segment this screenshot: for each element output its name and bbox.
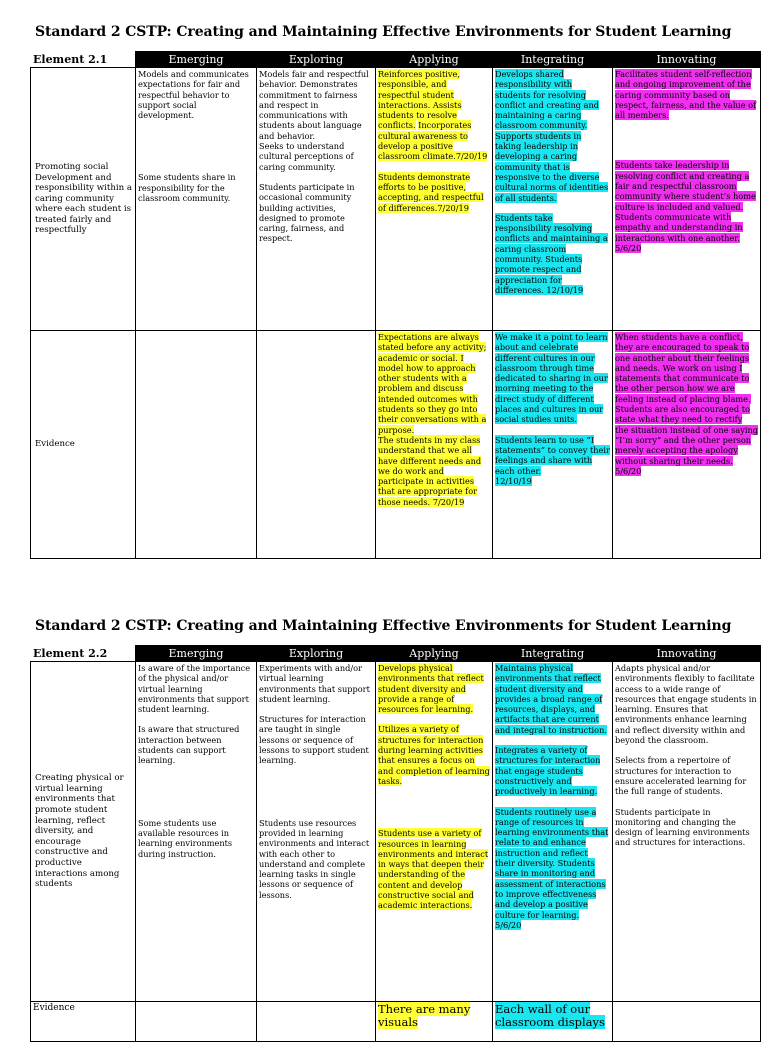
s2-innovating-students: Students participate in monitoring and changing the design of learning environments and structures for interactions. — [615, 806, 750, 848]
section1-title: Standard 2 CSTP: Creating and Maintaining Effective Environments for Student Learning — [35, 24, 732, 40]
s1-applying-text-2: Incorporates cultural awareness to develop a positive classroom climate.7/20/19 — [378, 120, 488, 162]
col-innovating: Innovating — [613, 52, 761, 68]
evidence-label-text-2: Evidence — [33, 1003, 75, 1013]
s2-integrating-cell — [493, 662, 613, 1002]
section1-table — [30, 51, 761, 559]
s1-innovating-date: 5/6/20 — [615, 242, 642, 253]
s2-integrating-text: Maintains physical environments that reflect student diversity and provides a broad range of resources, displays, and artifacts that are current and integral to instruction. — [495, 663, 607, 735]
s1-applying-text: Reinforces positive, responsible, and respectful student interactions. Assists students to resolve conflicts. — [378, 69, 462, 131]
s2-ev-emerging — [136, 1002, 257, 1042]
s2-emerging-students: Some students use available resources in learning environments during instruction. — [138, 817, 233, 859]
s1-integrating-text-2: Supports students in taking leadership in developing a caring community that is responsive to the diverse cultural norms of identities of all students. — [495, 130, 609, 203]
s1-exploring-text: Models fair and respectful behavior. Demonstrates commitment to fairness and respect in communications with students about language and behavior. — [259, 69, 369, 141]
s2-ev-applying-text: There are many visuals — [378, 1002, 471, 1029]
s1-ev-emerging — [136, 331, 257, 559]
col-emerging-2: Emerging — [136, 646, 257, 662]
col-emerging: Emerging — [136, 52, 257, 68]
s1-exploring-cell — [257, 68, 376, 331]
s2-exploring-text-2: Structures for interaction are taught in single lessons or sequence of lessons to support student learning. — [259, 714, 369, 766]
s1-ev-integrating-text: We make it a point to learn about and celebrate different cultures in our classroom through time dedicated to sharing in our morning meeting to the direct study of different places and cultures in our social studies units. — [495, 332, 608, 425]
s2-ev-exploring — [257, 1002, 376, 1042]
section2-table-wrap — [30, 645, 760, 1042]
s2-emerging-text-2: Is aware that structured interaction between students can support learning. — [138, 724, 240, 766]
s2-exploring-students: Students use resources provided in learning environments and interact with each other to understand and complete learning tasks in single lessons or sequence of lessons. — [259, 817, 370, 900]
s2-innovating-text-2: Selects from a repertoire of structures for interaction to ensure accelerated learning for the full range of students. — [615, 755, 747, 797]
section2-table — [30, 645, 761, 1042]
s1-innovating-cell — [613, 68, 761, 331]
s2-applying-text: Develops physical environments that reflect student diversity and provide a range of resources for learning. — [378, 663, 484, 715]
s2-innovating-cell — [613, 662, 761, 1002]
s1-ev-integrating-text-2: Students learn to use “I statements” to convey their feelings and share with each other. — [495, 434, 610, 476]
col-integrating-2: Integrating — [493, 646, 613, 662]
s1-emerging-students: Some students share in responsibility for the classroom community. — [138, 172, 236, 204]
s2-applying-students: Students use a variety of resources in learning environments and interact in ways that deepen their understanding of the content and develop constructive social and academic interactions. — [378, 828, 489, 911]
s2-evidence-label — [31, 1002, 136, 1042]
section2-row-label — [31, 662, 136, 1002]
s1-evidence-label — [31, 331, 136, 559]
s2-emerging-text: Is aware of the importance of the physical and/or virtual learning environments that support student learning. — [138, 663, 251, 715]
s1-ev-innovating-text: When students have a conflict, they are encouraged to speak to one another about their feelings and needs. We work on using I statements that communicate to the other person how we are feeling instead of placing blame. Students are also encouraged to state what they need to rectify the situation instead of one saying “I’m sorry” and the other person merely accepting the apology without sharing their needs. — [615, 332, 758, 466]
s1-emerging-cell — [136, 68, 257, 331]
s1-ev-applying-text: Expectations are always stated before any activity; academic or social. I model how to approach other students with a problem and discuss intended outcomes with students so they go into their conversations with a purpose. — [378, 332, 487, 435]
s1-integrating-cell — [493, 68, 613, 331]
s2-integrating-students: Students routinely use a range of resources in learning environments that relate to and enhance instruction and reflect their diversity. Students share in monitoring and assessment of interactions to improve effectiveness and develop a positive culture for learning. — [495, 806, 609, 920]
s1-ev-innovating-date: 5/6/20 — [615, 465, 642, 476]
s2-ev-innovating — [613, 1002, 761, 1042]
section2-title: Standard 2 CSTP: Creating and Maintaining Effective Environments for Student Learning — [35, 618, 732, 634]
s2-integrating-date: 5/6/20 — [495, 919, 522, 930]
s2-applying-cell — [376, 662, 493, 1002]
section1-table-wrap — [30, 51, 760, 559]
s1-innovating-students: Students take leadership in resolving conflict and creating a fair and respectful classroom community where student’s home culture is included and valued. Students communicate with empathy and understanding in interactions with one another. — [615, 160, 756, 243]
s2-exploring-text: Experiments with and/or virtual learning environments that support student learning. — [259, 663, 370, 704]
col-integrating: Integrating — [493, 52, 613, 68]
s1-ev-integrating — [493, 331, 613, 559]
section2-element: Element 2.2 — [31, 646, 136, 662]
s1-applying-cell — [376, 68, 493, 331]
s2-ev-applying — [376, 1002, 493, 1042]
col-applying: Applying — [376, 52, 493, 68]
s2-ev-integrating — [493, 1002, 613, 1042]
col-exploring-2: Exploring — [257, 646, 376, 662]
row-label-text-2: Creating physical or virtual learning environments that promote student learning, reflect diversity, and encourage constructive and productive interactions among students — [35, 773, 124, 890]
col-applying-2: Applying — [376, 646, 493, 662]
s1-integrating-text: Develops shared responsibility with students for resolving conflict and creating and maintaining a caring classroom community. — [495, 69, 599, 131]
s1-ev-innovating — [613, 331, 761, 559]
s1-exploring-text-2: Seeks to understand cultural perceptions of caring community. — [259, 141, 354, 172]
s2-emerging-cell — [136, 662, 257, 1002]
s1-ev-applying-text-2: The students in my class understand that we all have different needs and we do work and participate in activities that are appropriate for those needs. 7/20/19 — [378, 434, 482, 507]
s2-exploring-cell — [257, 662, 376, 1002]
s1-exploring-students: Students participate in occasional community building activities, designed to promote caring, fairness, and respect. — [259, 181, 355, 244]
evidence-label-text: Evidence — [35, 439, 75, 450]
s2-integrating-text-2: Integrates a variety of structures for interaction that engage students constructively and productively in learning. — [495, 745, 601, 797]
col-innovating-2: Innovating — [613, 646, 761, 662]
s1-applying-students: Students demonstrate efforts to be positive, accepting, and respectful of differences.7/20/19 — [378, 171, 484, 213]
s2-innovating-text: Adapts physical and/or environments flexibly to facilitate access to a wide range of resources that engage students in learning. Ensures that environments enhance learning and reflect diversity within and beyond the classroom. — [615, 663, 757, 746]
col-exploring: Exploring — [257, 52, 376, 68]
s1-emerging-text: Models and communicates expectations for fair and respectful behavior to support social development. — [138, 69, 249, 121]
s1-ev-integrating-date: 12/10/19 — [495, 475, 532, 486]
s2-applying-text-2: Utilizes a variety of structures for interaction during learning activities that ensures a focus on and completion of learning tasks. — [378, 724, 490, 786]
s1-integrating-students: Students take responsibility resolving conflicts and maintaining a caring classroom community. Students promote respect and appreciation for differences. 12/10/19 — [495, 212, 608, 295]
section1-element: Element 2.1 — [31, 52, 136, 68]
row-label-text: Promoting social Development and responsibility within a caring community where each student is treated fairly and respectfully — [35, 161, 132, 236]
s2-ev-integrating-text: Each wall of our classroom displays — [495, 1002, 605, 1029]
s1-ev-exploring — [257, 331, 376, 559]
section1-row-label — [31, 68, 136, 331]
s1-ev-applying — [376, 331, 493, 559]
s1-innovating-text: Facilitates student self-reflection and ongoing improvement of the caring community based on respect, fairness, and the value of all members. — [615, 69, 757, 121]
